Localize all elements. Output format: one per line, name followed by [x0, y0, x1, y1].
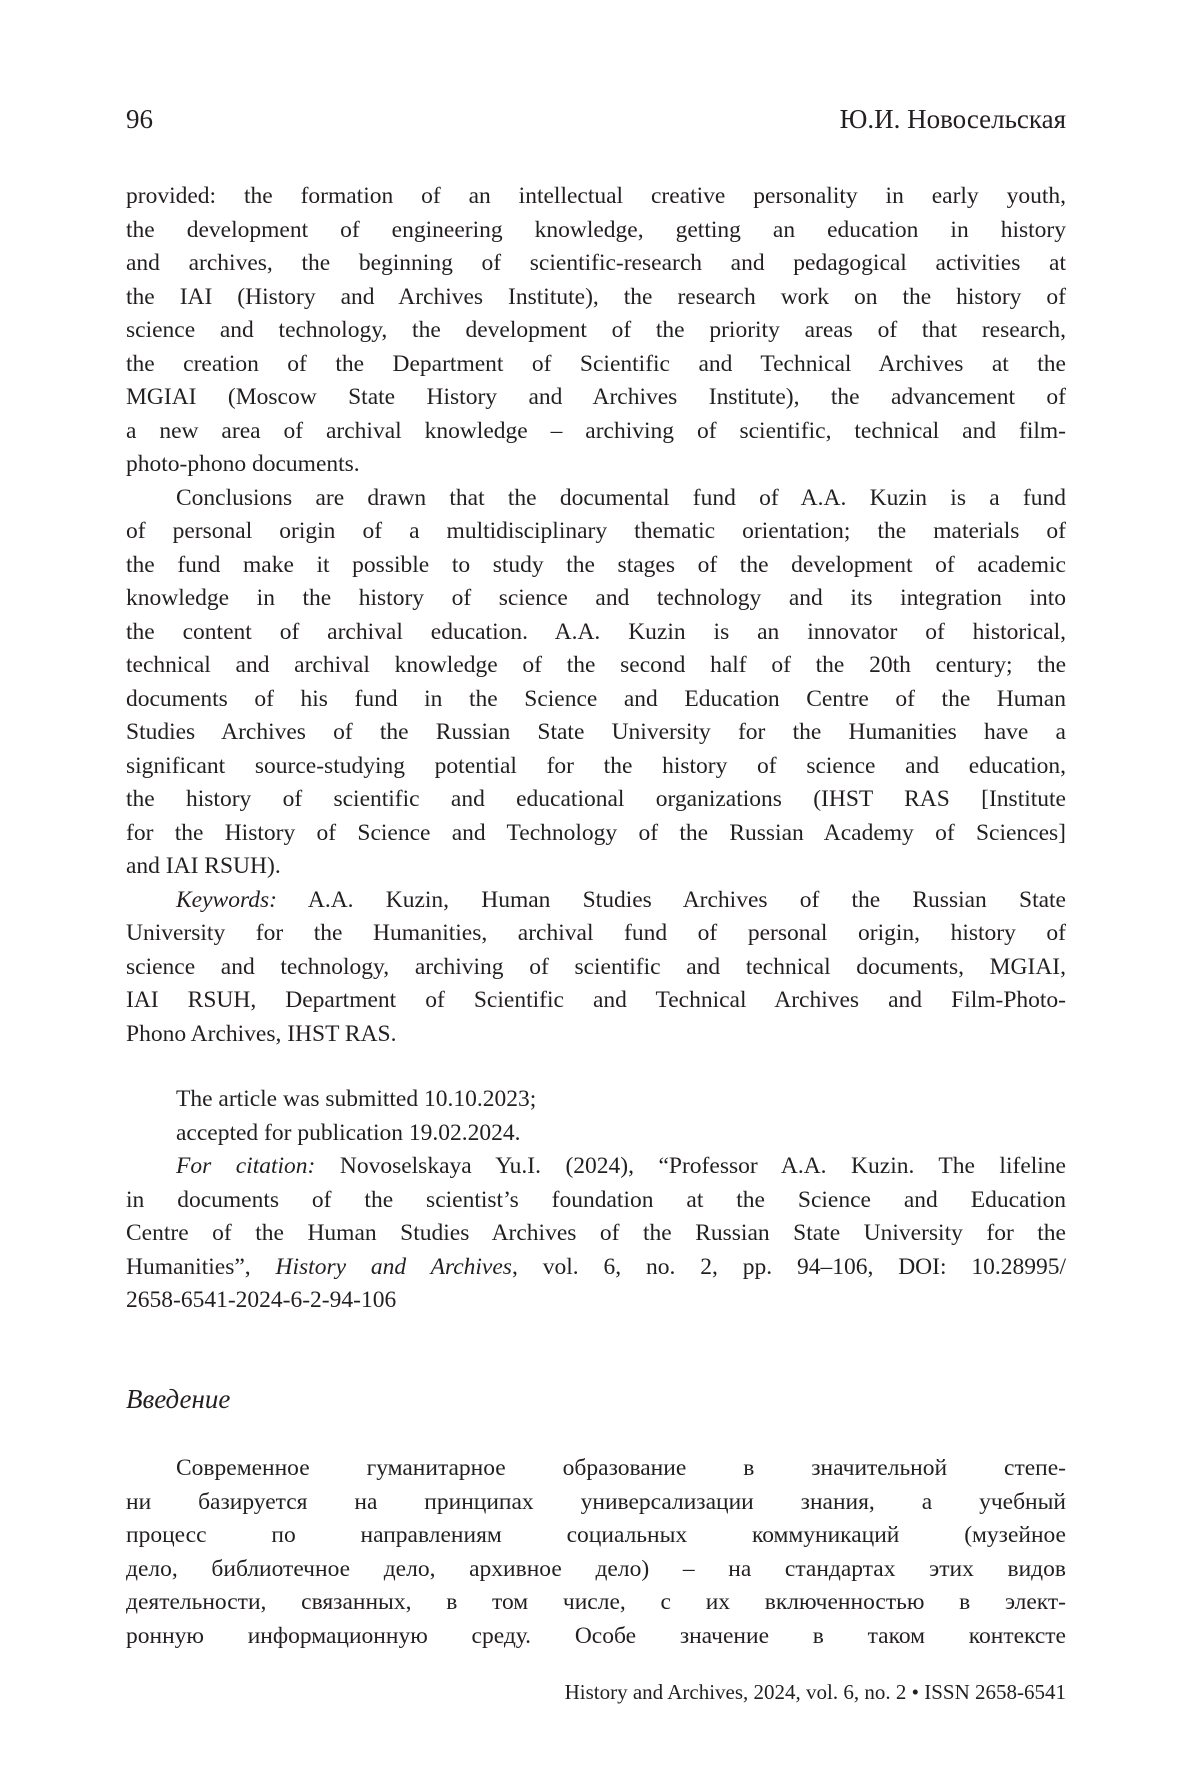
text-line: [126, 1018, 1066, 1052]
line-text: the history of scientific and educational organizations (IHST RAS [Institute: [126, 786, 1066, 812]
line-text: ни базируется на принципах универсализации знания, а учебный: [126, 1489, 1066, 1515]
line-text: Phono Archives, IHST RAS.: [126, 1021, 397, 1047]
line-text: , vol. 6, no. 2, pp. 94–106, DOI: 10.28995/: [512, 1254, 1066, 1280]
line-text: Novoselskaya Yu.I. (2024), “Professor A.A. Kuzin. The lifeline: [315, 1153, 1066, 1179]
text-line: [126, 683, 1066, 717]
line-text: the fund make it possible to study the stages of the development of academic: [126, 552, 1066, 578]
italic-text: For citation:: [176, 1153, 315, 1179]
text-line: [126, 582, 1066, 616]
line-text: the IAI (History and Archives Institute), the research work on the history of: [126, 284, 1066, 310]
abstract-continuation: [126, 180, 1066, 1051]
line-text: IAI RSUH, Department of Scientific and Technical Archives and Film-Photo-: [126, 987, 1066, 1013]
line-text: 2658-6541-2024-6-2-94-106: [126, 1287, 396, 1313]
text-line: [126, 917, 1066, 951]
line-text: in documents of the scientist’s foundation at the Science and Education: [126, 1187, 1066, 1213]
text-line: [126, 214, 1066, 248]
line-text: процесс по направлениям социальных коммуникаций (музейное: [126, 1522, 1066, 1548]
text-line: [126, 314, 1066, 348]
line-text: дело, библиотечное дело, архивное дело) – на стандартах этих видов: [126, 1556, 1066, 1582]
line-text: science and technology, the development of the priority areas of that research,: [126, 317, 1066, 343]
line-text: University for the Humanities, archival fund of personal origin, history of: [126, 920, 1066, 946]
article-dates-and-citation: [126, 1083, 1066, 1318]
text-line: [126, 515, 1066, 549]
line-text: significant source-studying potential for the history of science and education,: [126, 753, 1066, 779]
line-text: Studies Archives of the Russian State University for the Humanities have a: [126, 719, 1066, 745]
text-line: [126, 1117, 1066, 1151]
line-text: A.A. Kuzin, Human Studies Archives of the Russian State: [277, 887, 1066, 913]
line-text: and archives, the beginning of scientific-research and pedagogical activities at: [126, 250, 1066, 276]
text-line: [126, 716, 1066, 750]
text-line: [126, 783, 1066, 817]
text-line: [126, 281, 1066, 315]
line-text: the content of archival education. A.A. Kuzin is an innovator of historical,: [126, 619, 1066, 645]
text-line: [126, 649, 1066, 683]
text-line: [126, 415, 1066, 449]
text-line: [126, 180, 1066, 214]
line-text: for the History of Science and Technology of the Russian Academy of Sciences]: [126, 820, 1066, 846]
line-text: science and technology, archiving of scientific and technical documents, MGIAI,: [126, 954, 1066, 980]
text-line: [126, 247, 1066, 281]
text-line: [126, 1553, 1066, 1587]
text-line: [126, 750, 1066, 784]
text-line: [126, 1620, 1066, 1654]
text-line: [126, 482, 1066, 516]
text-line: [126, 951, 1066, 985]
line-text: and IAI RSUH).: [126, 853, 281, 879]
line-text: accepted for publication 19.02.2024.: [176, 1120, 521, 1146]
line-text: Humanities”,: [126, 1254, 276, 1280]
section-heading: Введение: [126, 1384, 230, 1415]
text-line: [126, 1486, 1066, 1520]
line-text: a new area of archival knowledge – archiving of scientific, technical and film-: [126, 418, 1066, 444]
italic-text: Keywords:: [176, 887, 277, 913]
text-line: [126, 1184, 1066, 1218]
page-number: 96: [126, 104, 153, 135]
line-text: Centre of the Human Studies Archives of the Russian State University for the: [126, 1220, 1066, 1246]
text-line: [126, 616, 1066, 650]
line-text: Conclusions are drawn that the documental fund of A.A. Kuzin is a fund: [176, 485, 1066, 511]
text-line: [126, 1251, 1066, 1285]
line-text: The article was submitted 10.10.2023;: [176, 1086, 536, 1112]
line-text: the development of engineering knowledge, getting an education in history: [126, 217, 1066, 243]
text-line: [126, 448, 1066, 482]
text-line: [126, 1452, 1066, 1486]
italic-text: History and Archives: [276, 1254, 512, 1280]
line-text: provided: the formation of an intellectual creative personality in early youth,: [126, 183, 1066, 209]
text-line: [126, 850, 1066, 884]
text-line: [126, 348, 1066, 382]
page-footer: History and Archives, 2024, vol. 6, no. 2 • ISSN 2658-6541: [565, 1680, 1066, 1705]
text-line: [126, 1150, 1066, 1184]
text-line: [126, 1586, 1066, 1620]
text-line: [126, 1217, 1066, 1251]
line-text: knowledge in the history of science and technology and its integration into: [126, 585, 1066, 611]
line-text: technical and archival knowledge of the second half of the 20th century; the: [126, 652, 1066, 678]
text-line: [126, 884, 1066, 918]
introduction-paragraph: [126, 1452, 1066, 1653]
text-line: [126, 1083, 1066, 1117]
line-text: MGIAI (Moscow State History and Archives Institute), the advancement of: [126, 384, 1066, 410]
text-line: [126, 549, 1066, 583]
line-text: documents of his fund in the Science and Education Centre of the Human: [126, 686, 1066, 712]
text-line: [126, 381, 1066, 415]
running-head-author: Ю.И. Новосельская: [840, 104, 1066, 135]
text-line: [126, 817, 1066, 851]
line-text: Современное гуманитарное образование в значительной степе-: [176, 1455, 1066, 1481]
line-text: ронную информационную среду. Особе значение в таком контексте: [126, 1623, 1066, 1649]
text-line: [126, 984, 1066, 1018]
text-line: [126, 1519, 1066, 1553]
line-text: the creation of the Department of Scientific and Technical Archives at the: [126, 351, 1066, 377]
line-text: деятельности, связанных, в том числе, с их включенностью в элект-: [126, 1589, 1066, 1615]
line-text: of personal origin of a multidisciplinary thematic orientation; the materials of: [126, 518, 1066, 544]
line-text: photo-phono documents.: [126, 451, 360, 477]
text-line: [126, 1284, 1066, 1318]
